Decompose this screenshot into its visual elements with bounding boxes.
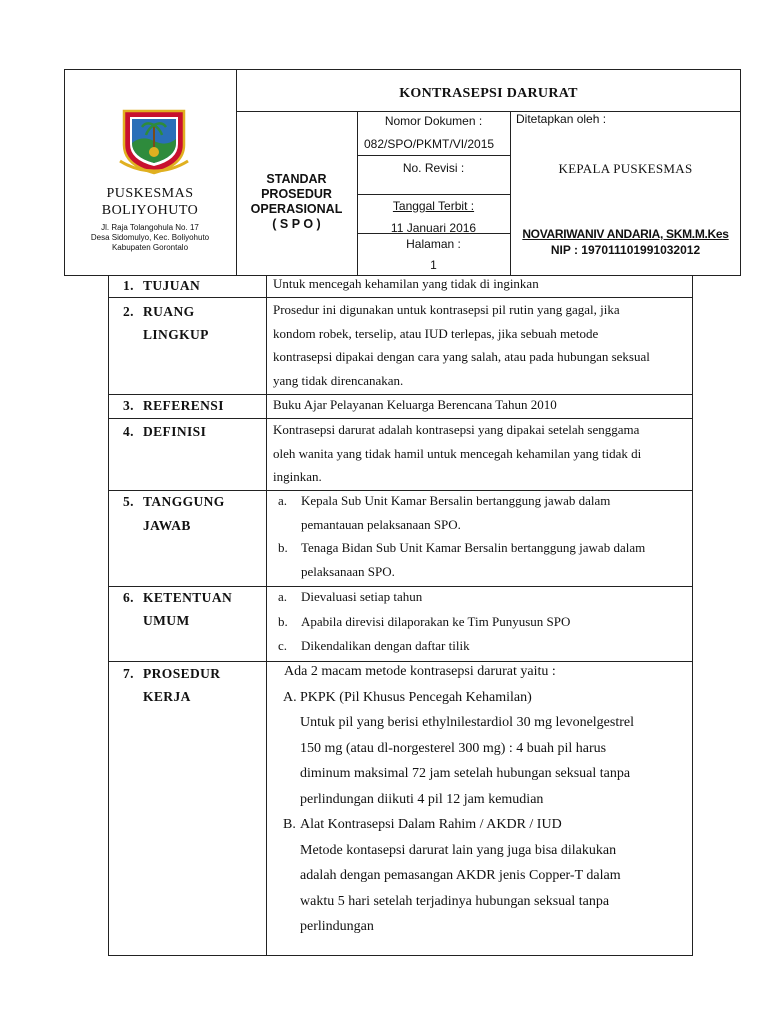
kepala-nip: NIP : 197011101991032012 bbox=[550, 243, 701, 257]
item-a-title: PKPK (Pil Khusus Pencegah Kehamilan) bbox=[300, 689, 532, 705]
list-item-text: Dikendalikan dengan daftar tilik bbox=[301, 638, 470, 653]
ruang-line-4: yang tidak direncanakan. bbox=[273, 372, 404, 388]
list-item bbox=[273, 610, 689, 635]
list-item-text: Apabila direvisi dilaporakan ke Tim Punyusun SPO bbox=[301, 613, 571, 629]
address-line-3: Kabupaten Gorontalo bbox=[111, 243, 189, 252]
section-label-tujuan: TUJUAN bbox=[143, 278, 201, 293]
kepala-nama: NOVARIWANIV ANDARIA, SKM.M.Kes bbox=[522, 227, 729, 241]
list-item-text: Dievaluasi setiap tahun bbox=[301, 589, 423, 604]
list-item-line: pelaksanaan SPO. bbox=[301, 563, 395, 579]
org-name-line-1: PUSKESMAS bbox=[106, 186, 194, 201]
list-item bbox=[273, 536, 689, 583]
item-a-marker: A. bbox=[283, 689, 297, 705]
item-a-line: perlindungan diikuti 4 pil 12 jam kemudian bbox=[300, 791, 544, 807]
section-number-ruang: 2. bbox=[123, 304, 134, 319]
halaman-label: Halaman : bbox=[406, 237, 461, 251]
no-revisi-label: No. Revisi : bbox=[402, 161, 465, 175]
section-number-tujuan: 1. bbox=[123, 278, 134, 293]
section-number-tanggung: 5. bbox=[123, 494, 134, 509]
list-marker: b. bbox=[278, 540, 288, 555]
item-b-title: Alat Kontrasepsi Dalam Rahim / AKDR / IUD bbox=[300, 817, 562, 832]
section-number-definisi: 4. bbox=[123, 424, 134, 439]
tanggal-terbit-value: 11 Januari 2016 bbox=[390, 221, 477, 235]
ruang-lingkup-text bbox=[273, 298, 689, 392]
list-marker: a. bbox=[278, 493, 288, 508]
tujuan-text: Untuk mencegah kehamilan yang tidak di inginkan bbox=[273, 276, 539, 291]
section-label-tanggung-1: TANGGUNG bbox=[143, 494, 225, 509]
list-item bbox=[273, 489, 689, 536]
item-b-line: waktu 5 hari setelah terjadinya hubungan seksual tanpa bbox=[300, 893, 610, 909]
section-label-definisi: DEFINISI bbox=[143, 424, 207, 439]
definisi-line-2: oleh wanita yang tidak hamil untuk mencegah kehamilan yang tidak di bbox=[273, 445, 642, 461]
item-b-line: perlindungan bbox=[300, 919, 374, 934]
spo-line-1: STANDAR bbox=[266, 172, 327, 186]
referensi-text: Buku Ajar Pelayanan Keluarga Berencana Tahun 2010 bbox=[273, 397, 557, 412]
prosedur-item-a bbox=[270, 685, 690, 813]
prosedur-intro: Ada 2 macam metode kontrasepsi darurat yaitu : bbox=[284, 664, 556, 679]
item-a-line: 150 mg (atau dl-norgesterel 300 mg) : 4 buah pil harus bbox=[300, 740, 607, 756]
list-item bbox=[273, 585, 689, 610]
meta-row-line-1 bbox=[357, 155, 510, 156]
section-label-referensi: REFERENSI bbox=[143, 398, 224, 413]
jabatan-kepala: KEPALA PUSKESMAS bbox=[558, 161, 693, 176]
definisi-text bbox=[273, 418, 689, 489]
prosedur-content bbox=[270, 659, 690, 940]
nomor-dokumen-value: 082/SPO/PKMT/VI/2015 bbox=[364, 137, 495, 151]
item-a-line: Untuk pil yang berisi ethylnilestardiol 30 mg levonelgestrel bbox=[300, 715, 634, 730]
section-label-prosedur-2: KERJA bbox=[143, 689, 191, 704]
ditetapkan-label: Ditetapkan oleh : bbox=[516, 112, 607, 126]
definisi-line-1: Kontrasepsi darurat adalah kontrasepsi yang dipakai setelah senggama bbox=[273, 422, 640, 437]
list-item-line: Tenaga Bidan Sub Unit Kamar Bersalin bertanggung jawab dalam bbox=[301, 540, 646, 555]
prosedur-item-b bbox=[270, 812, 690, 940]
section-number-referensi: 3. bbox=[123, 398, 134, 413]
ruang-line-1: Prosedur ini digunakan untuk kontrasepsi pil rutin yang gagal, jika bbox=[273, 302, 620, 317]
halaman-value: 1 bbox=[430, 258, 437, 272]
list-marker: c. bbox=[278, 638, 288, 653]
item-b-line: adalah dengan pemasangan AKDR jenis Copper-T dalam bbox=[300, 868, 621, 883]
header-divider-title bbox=[236, 111, 741, 112]
tanggung-list bbox=[273, 489, 689, 583]
section-label-ketentuan-1: KETENTUAN bbox=[143, 590, 233, 605]
org-name-line-2: BOLIYOHUTO bbox=[101, 203, 199, 218]
address-line-1: Jl. Raja Tolangohula No. 17 bbox=[101, 223, 199, 232]
ketentuan-list bbox=[273, 585, 689, 659]
section-label-ruang-2: LINGKUP bbox=[143, 327, 209, 342]
ruang-line-2: kondom robek, terselip, atau IUD terlepas, jika sebuah metode bbox=[273, 325, 599, 341]
list-marker: b. bbox=[278, 613, 288, 629]
body-column-divider bbox=[266, 276, 267, 956]
meta-row-line-2 bbox=[357, 194, 510, 195]
definisi-line-3: inginkan. bbox=[273, 469, 322, 484]
section-number-ketentuan: 6. bbox=[123, 590, 134, 605]
list-marker: a. bbox=[278, 589, 288, 604]
ruang-line-3: kontrasepsi dipakai dengan cara yang salah, atau pada hubungan seksual bbox=[273, 349, 650, 364]
tanggal-terbit-label: Tanggal Terbit : bbox=[392, 199, 475, 213]
spo-label bbox=[236, 172, 357, 232]
section-label-ketentuan-2: UMUM bbox=[143, 613, 190, 628]
section-number-prosedur: 7. bbox=[123, 666, 134, 681]
item-a-line: diminum maksimal 72 jam setelah hubungan seksual tanpa bbox=[300, 766, 631, 781]
section-label-ruang-1: RUANG bbox=[143, 304, 195, 319]
spo-line-3: OPERASIONAL bbox=[250, 202, 343, 216]
list-item-line: Kepala Sub Unit Kamar Bersalin bertanggung jawab dalam bbox=[301, 493, 611, 508]
spo-line-2: PROSEDUR bbox=[261, 187, 332, 201]
address-line-2: Desa Sidomulyo, Kec. Boliyohuto bbox=[90, 233, 210, 242]
nomor-dokumen-label: Nomor Dokumen : bbox=[384, 114, 483, 128]
list-item-line: pemantauan pelaksanaan SPO. bbox=[301, 516, 461, 532]
puskesmas-logo bbox=[118, 107, 190, 175]
spo-line-4: ( S P O ) bbox=[272, 217, 321, 231]
list-item bbox=[273, 634, 689, 659]
item-b-marker: B. bbox=[283, 817, 296, 832]
section-label-prosedur-1: PROSEDUR bbox=[143, 666, 221, 681]
section-label-tanggung-2: JAWAB bbox=[143, 518, 191, 533]
item-b-line: Metode kontasepsi darurat lain yang juga bisa dilakukan bbox=[300, 842, 617, 858]
document-title: KONTRASEPSI DARURAT bbox=[399, 86, 578, 101]
